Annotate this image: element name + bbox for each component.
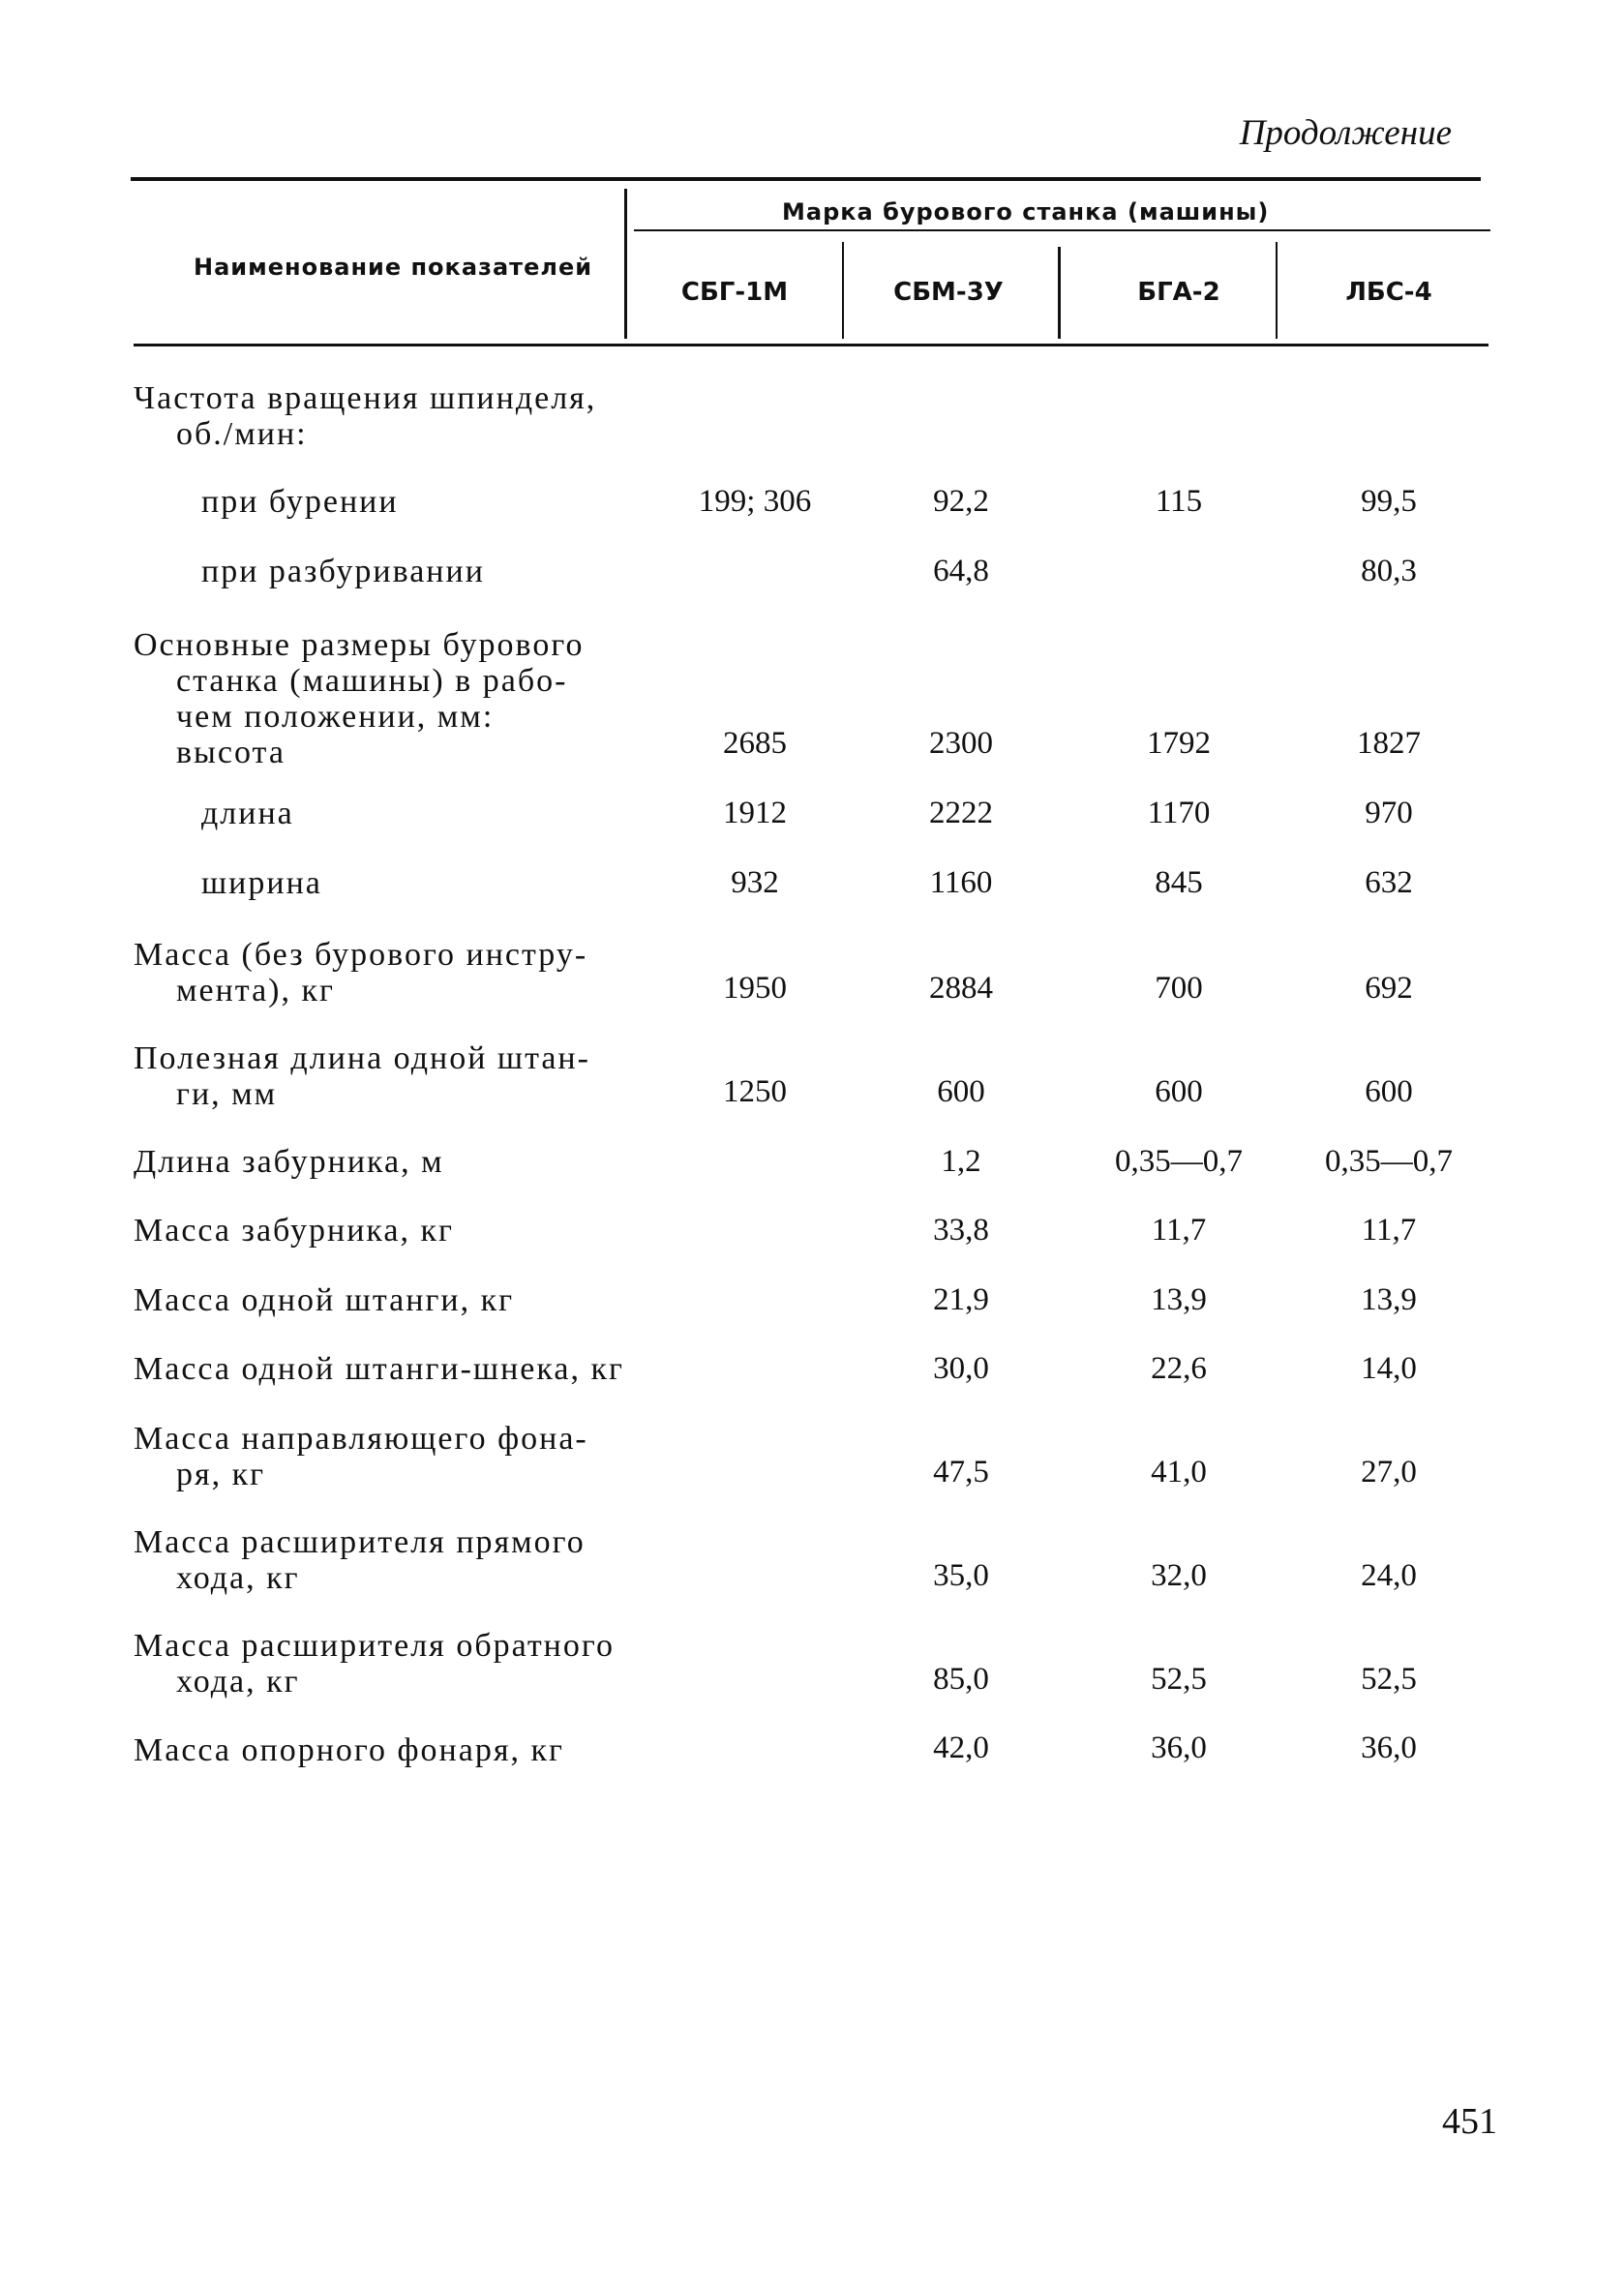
cell-starter-mass-bga: 11,7 (1151, 1213, 1207, 1248)
label-line: Масса направляющего фона- (134, 1421, 588, 1457)
cell-length-bga: 1170 (1147, 796, 1211, 830)
row-label-drilling: при бурении (201, 484, 399, 520)
header-bottom-rule (134, 344, 1489, 346)
table-top-rule (131, 177, 1481, 181)
row-label-auger-rod-mass: Масса одной штанги-шнека, кг (134, 1351, 624, 1387)
cell-starter-length-lbs: 0,35—0,7 (1325, 1144, 1453, 1179)
cell-reverse-reamer-sbm: 85,0 (933, 1662, 989, 1697)
cell-forward-reamer-lbs: 24,0 (1361, 1558, 1417, 1593)
column-divider-1 (842, 242, 844, 339)
column-header-lbs-4: ЛБС-4 (1345, 278, 1432, 307)
cell-rod-mass-sbm: 21,9 (933, 1282, 989, 1317)
cell-starter-mass-sbm: 33,8 (933, 1213, 989, 1248)
label-line: чем положении, мм: (176, 699, 495, 735)
cell-drilling-sbg: 199; 306 (698, 484, 812, 519)
cell-width-lbs: 632 (1365, 865, 1413, 900)
cell-starter-length-bga: 0,35—0,7 (1115, 1144, 1243, 1179)
label-line: Масса расширителя прямого (134, 1524, 586, 1560)
group-header-underline (634, 229, 1490, 231)
cell-mass-sbm: 2884 (929, 971, 993, 1006)
cell-width-sbg: 932 (731, 865, 779, 900)
label-line: мента), кг (176, 973, 335, 1008)
label-line: хода, кг (176, 1664, 300, 1700)
cell-mass-sbg: 1950 (723, 971, 787, 1006)
group-header-label: Марка бурового станка (машины) (782, 198, 1270, 226)
row-label-reverse-reamer-mass (134, 1628, 615, 1700)
cell-height-bga: 1792 (1147, 726, 1211, 761)
row-label-starter-bit-length: Длина забурника, м (134, 1144, 444, 1180)
label-line: Масса (без бурового инстру- (134, 937, 588, 973)
cell-support-lantern-bga: 36,0 (1151, 1730, 1207, 1765)
cell-support-lantern-lbs: 36,0 (1361, 1730, 1417, 1765)
label-line: Частота вращения шпинделя, (134, 380, 597, 416)
cell-length-sbm: 2222 (929, 796, 993, 830)
cell-rod-length-bga: 600 (1155, 1074, 1203, 1109)
cell-height-sbm: 2300 (929, 726, 993, 761)
cell-rod-length-lbs: 600 (1365, 1074, 1413, 1109)
column-header-sbm-3u: СБМ-3У (893, 278, 1004, 307)
label-line: Основные размеры бурового (134, 627, 585, 663)
cell-starter-mass-lbs: 11,7 (1361, 1213, 1417, 1248)
cell-rod-length-sbg: 1250 (723, 1074, 787, 1109)
cell-rod-mass-bga: 13,9 (1151, 1282, 1207, 1317)
row-label-length: длина (201, 796, 294, 831)
cell-auger-mass-bga: 22,6 (1151, 1351, 1207, 1386)
cell-auger-mass-sbm: 30,0 (933, 1351, 989, 1386)
cell-mass-bga: 700 (1155, 971, 1203, 1006)
cell-forward-reamer-sbm: 35,0 (933, 1558, 989, 1593)
label-line: хода, кг (176, 1560, 300, 1596)
cell-length-sbg: 1912 (723, 796, 787, 830)
label-line: об./мин: (176, 416, 308, 452)
cell-starter-length-sbm: 1,2 (941, 1144, 981, 1179)
row-label-main-dimensions (134, 627, 584, 770)
cell-guide-mass-lbs: 27,0 (1361, 1455, 1417, 1490)
label-line: Масса расширителя обратного (134, 1628, 615, 1664)
column-header-sbg-1m: СБГ-1М (680, 278, 789, 307)
row-label-support-lantern-mass: Масса опорного фонаря, кг (134, 1732, 564, 1768)
cell-reverse-reamer-lbs: 52,5 (1361, 1662, 1417, 1697)
cell-width-bga: 845 (1155, 865, 1203, 900)
column-divider-2 (1058, 247, 1061, 339)
cell-length-lbs: 970 (1365, 796, 1413, 830)
cell-mass-lbs: 692 (1365, 971, 1413, 1006)
cell-reaming-lbs: 80,3 (1361, 554, 1417, 588)
cell-auger-mass-lbs: 14,0 (1361, 1351, 1417, 1386)
row-label-rod-mass: Масса одной штанги, кг (134, 1282, 515, 1318)
cell-drilling-bga: 115 (1155, 484, 1203, 519)
row-label-mass-no-tool (134, 937, 587, 1008)
cell-drilling-sbm: 92,2 (933, 484, 989, 519)
row-label-spindle-speed (134, 380, 656, 452)
label-line: ря, кг (176, 1457, 266, 1492)
column-header-bga-2: БГА-2 (1137, 278, 1220, 307)
row-label-reaming: при разбуривании (201, 554, 485, 589)
continuation-label: Продолжение (1239, 113, 1452, 153)
label-line: станка (машины) в рабо- (176, 663, 568, 699)
header-vertical-divider (624, 189, 627, 339)
row-label-guide-lantern-mass (134, 1421, 588, 1492)
cell-width-sbm: 1160 (929, 865, 993, 900)
label-line: ги, мм (176, 1076, 278, 1112)
row-label-rod-useful-length (134, 1040, 590, 1112)
label-line: высота (176, 735, 286, 770)
cell-rod-mass-lbs: 13,9 (1361, 1282, 1417, 1317)
label-line: Полезная длина одной штан- (134, 1040, 590, 1076)
cell-height-sbg: 2685 (723, 726, 787, 761)
cell-forward-reamer-bga: 32,0 (1151, 1558, 1207, 1593)
row-label-width: ширина (201, 865, 322, 901)
cell-guide-mass-bga: 41,0 (1151, 1455, 1207, 1490)
cell-support-lantern-sbm: 42,0 (933, 1730, 989, 1765)
cell-height-lbs: 1827 (1357, 726, 1421, 761)
row-header-label: Наименование показателей (194, 254, 593, 281)
cell-drilling-lbs: 99,5 (1361, 484, 1417, 519)
row-label-starter-bit-mass: Масса забурника, кг (134, 1213, 454, 1249)
row-label-forward-reamer-mass (134, 1524, 586, 1596)
cell-rod-length-sbm: 600 (937, 1074, 985, 1109)
cell-reaming-sbm: 64,8 (933, 554, 989, 588)
cell-reverse-reamer-bga: 52,5 (1151, 1662, 1207, 1697)
cell-guide-mass-sbm: 47,5 (933, 1455, 989, 1490)
page-number: 451 (1442, 2101, 1497, 2142)
